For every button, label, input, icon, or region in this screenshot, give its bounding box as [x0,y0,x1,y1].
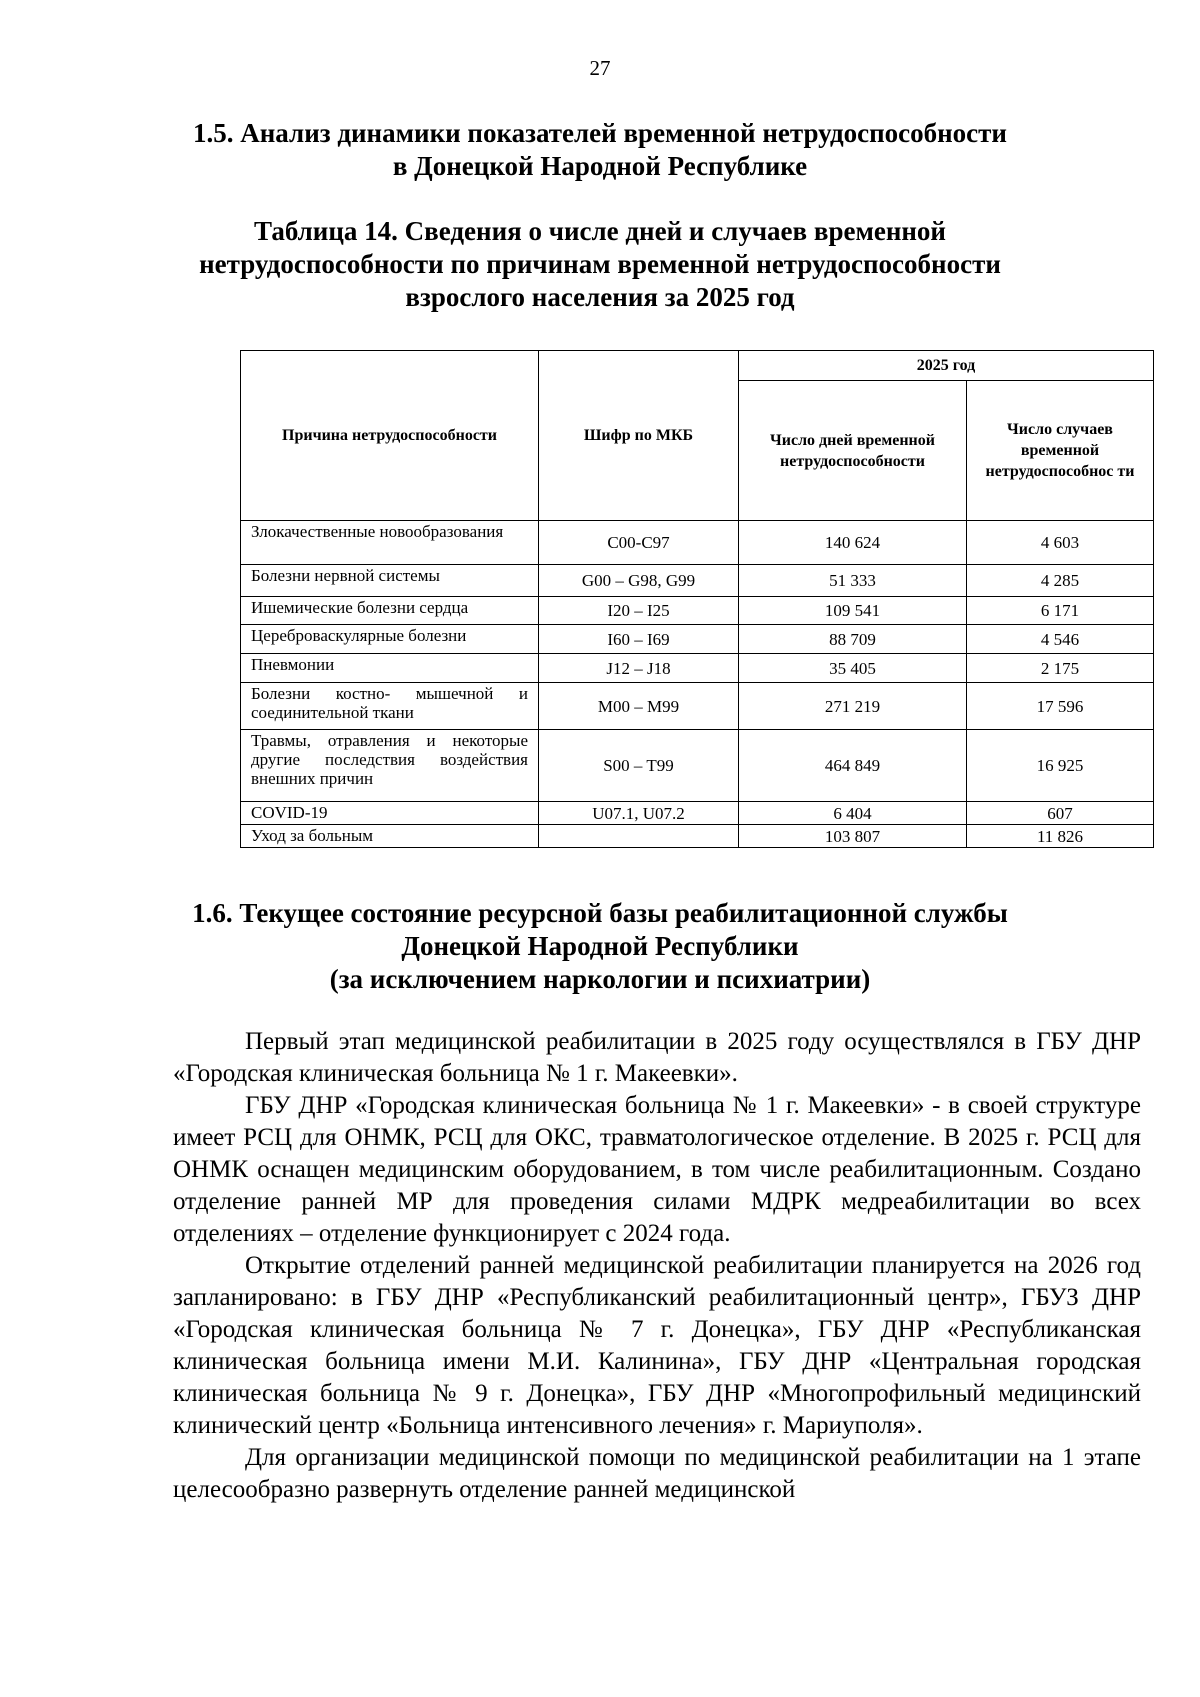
table-title [170,215,1030,314]
cell-days: 88 709 [739,625,967,654]
cell-cases: 16 925 [967,730,1154,802]
paragraph: Открытие отделений ранней медицинской реабилитации планируется на 2026 год запланировано: в ГБУ ДНР «Республиканский реабилитационный центр», ГБУЗ ДНР «Городская клиническая больница № 7 г. Донецка», ГБУ ДНР «Республиканская клиническая больница имени М.И. Калинина», ГБУ ДНР «Центральная городская клиническая больница № 9 г. Донецка», ГБУ ДНР «Многопрофильный медицинский клинический центр «Больница интенсивного лечения» г. Мариуполя». [173,1252,1141,1439]
table-row [241,597,1154,625]
cell-code: S00 – T99 [539,730,739,802]
paragraph: Первый этап медицинской реабилитации в 2025 году осуществлялся в ГБУ ДНР «Городская клиническая больница № 1 г. Макеевки». [173,1028,1141,1087]
paragraph: ГБУ ДНР «Городская клиническая больница № 1 г. Макеевки» - в своей структуре имеет РСЦ для ОНМК, РСЦ для ОКС, травматологическое отделение. В 2025 г. РСЦ для ОНМК оснащен медицинским оборудованием, в том числе реабилитационным. Создано отделение ранней МР для проведения силами МДРК медреабилитации во всех отделениях – отделение функционирует с 2024 года. [173,1092,1141,1247]
cell-cause: Цереброваскулярные болезни [241,625,539,654]
heading-line: в Донецкой Народной Республике [392,151,808,181]
cell-cause: Уход за больным [241,825,539,848]
cell-code: G00 – G98, G99 [539,565,739,597]
table-row [241,683,1154,730]
cell-cases: 607 [967,802,1154,825]
cell-cause: Болезни нервной системы [241,565,539,597]
table-row [241,654,1154,683]
cell-days: 464 849 [739,730,967,802]
table-row [241,802,1154,825]
disability-table [240,350,1154,848]
header-icd-code: Шифр по МКБ [539,351,739,521]
section-heading-1-6 [170,897,1030,996]
cell-code: J12 – J18 [539,654,739,683]
cell-cases: 4 603 [967,521,1154,565]
heading-line: 1.6. Текущее состояние ресурсной базы реабилитационной службы [192,898,1008,928]
cell-code: I60 – I69 [539,625,739,654]
cell-days: 6 404 [739,802,967,825]
cell-code: I20 – I25 [539,597,739,625]
heading-line: 1.5. Анализ динамики показателей временной нетрудоспособности [193,118,1007,148]
header-cause: Причина нетрудоспособности [241,351,539,521]
cell-cases: 2 175 [967,654,1154,683]
table-title-line: взрослого населения за 2025 год [405,282,795,312]
cell-code: M00 – M99 [539,683,739,730]
section-heading-1-5 [170,117,1030,183]
cell-cause: Травмы, отравления и некоторые другие последствия воздействия внешних причин [241,730,539,802]
body-text [173,1026,1141,1506]
cell-days: 271 219 [739,683,967,730]
heading-line: (за исключением наркологии и психиатрии) [329,964,871,994]
table-title-line: нетрудоспособности по причинам временной нетрудоспособности [199,249,1001,279]
cell-days: 140 624 [739,521,967,565]
heading-line: Донецкой Народной Республики [401,931,799,961]
table-row [241,825,1154,848]
cell-code: C00-C97 [539,521,739,565]
cell-cause: Пневмонии [241,654,539,683]
header-days: Число дней временной нетрудоспособности [739,381,967,521]
table-row [241,565,1154,597]
cell-days: 35 405 [739,654,967,683]
cell-days: 109 541 [739,597,967,625]
cell-code: U07.1, U07.2 [539,802,739,825]
table-row [241,625,1154,654]
cell-cause: Болезни костно- мышечной и соединительной ткани [241,683,539,730]
header-year: 2025 год [739,351,1154,381]
cell-cause: COVID-19 [241,802,539,825]
cell-code [539,825,739,848]
table-row [241,730,1154,802]
page-number: 27 [589,56,611,80]
cell-cases: 6 171 [967,597,1154,625]
cell-cause: Ишемические болезни сердца [241,597,539,625]
cell-cases: 4 546 [967,625,1154,654]
cell-days: 51 333 [739,565,967,597]
cell-cause: Злокачественные новообразования [241,521,539,565]
cell-cases: 11 826 [967,825,1154,848]
cell-cases: 17 596 [967,683,1154,730]
table-title-line: Таблица 14. Сведения о числе дней и случаев временной [253,216,946,246]
cell-cases: 4 285 [967,565,1154,597]
cell-days: 103 807 [739,825,967,848]
header-cases: Число случаев временной нетрудоспособнос ти [967,381,1154,521]
table-row [241,521,1154,565]
paragraph: Для организации медицинской помощи по медицинской реабилитации на 1 этапе целесообразно развернуть отделение ранней медицинской [173,1444,1141,1503]
